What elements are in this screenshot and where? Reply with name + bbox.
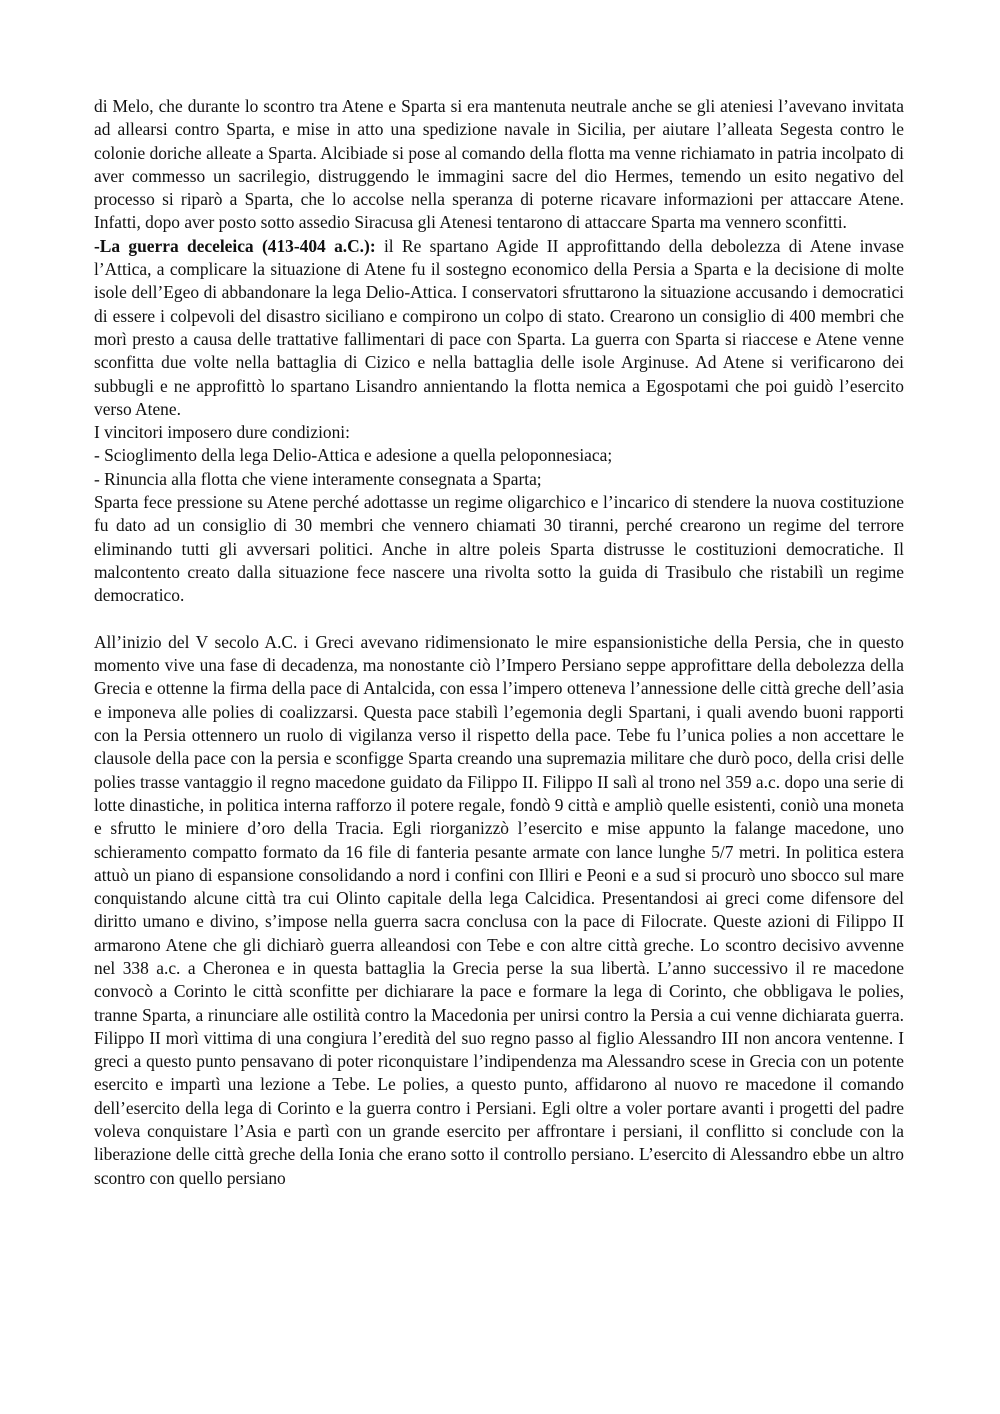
condition-item: - Scioglimento della lega Delio-Attica e adesione a quella peloponnesiaca; <box>94 445 613 466</box>
paragraph-spacer <box>94 608 904 631</box>
paragraph-deceleian-war <box>94 235 904 421</box>
paragraph-sicilian-expedition: di Melo, che durante lo scontro tra Atene e Sparta si era mantenuta neutrale anche se gli ateniesi l’avevano invitata ad allearsi contro Sparta, e mise in atto una spedizione navale in Sicilia, per aiutare l’alleata Segesta contro le colonie doriche alleate a Sparta. Alcibiade si pose al comando della flotta ma venne richiamato in patria incolpato di aver commesso un sacrilegio, distruggendo le immagini sacre del dio Hermes, temendo un esito negativo del processo si riparò a Sparta, che lo accolse nella speranza di poterne ricavare informazioni per attaccare Atene. Infatti, dopo aver posto sotto assedio Siracusa gli Atenesi tentarono di attaccare Sparta ma vennero sconfitti. <box>94 96 904 233</box>
paragraph-deceleian-war-body: il Re spartano Agide II approfittando della debolezza di Atene invase l’Attica, a complicare la situazione di Atene fu il sostegno economico della Persia a Sparta e la decisione di molte isole dell’Egeo di abbandonare la lega Delio-Attica. I conservatori sfruttarono la situazione accusando i democratici di essere i colpevoli del disastro siciliano e compirono un colpo di stato. Crearono un consiglio di 400 membri che morì presto a causa delle trattative fallimentari di pace con Sparta. La guerra con Sparta si riaccese e Atene venne sconfitta due volte nella battaglia di Cizico e nella battaglia delle isole Arginuse. Ad Atene si verificarono dei subbugli e ne approfittò lo spartano Lisandro annientando la flotta nemica a Egospotami che poi guidò l’esercito verso Atene. <box>94 235 905 419</box>
condition-item: - Rinuncia alla flotta che viene interamente consegnata a Sparta; <box>94 468 542 489</box>
document-page <box>94 95 904 1190</box>
paragraph-thirty-tyrants: Sparta fece pressione su Atene perché adottasse un regime oligarchico e l’incarico di stendere la nuova costituzione fu dato ad un consiglio di 30 membri che vennero chiamati 30 tiranni, perché crearono un regime del terrore eliminando tutti gli avversari politici. Anche in altre poleis Sparta distrusse le costituzioni democratiche. Il malcontento creato dalla situazione fece nascere una rivolta sotto la guida di Trasibulo che ristabilì un regime democratico. <box>94 492 904 606</box>
conditions-intro: I vincitori imposero dure condizioni: <box>94 422 350 443</box>
section-heading-deceleian-war: -La guerra deceleica (413-404 a.C.): <box>94 235 376 256</box>
paragraph-macedon-rise: All’inizio del V secolo A.C. i Greci avevano ridimensionato le mire espansionistiche della Persia, che in questo momento vive una fase di decadenza, ma nonostante ciò l’Impero Persiano seppe approfittare della debolezza della Grecia e ottenne la firma della pace di Antalcida, con essa l’impero otteneva l’annessione delle città greche dell’asia e imponeva alle polies di coalizzarsi. Questa pace stabilì l’egemonia degli Spartani, i quali avendo buoni rapporti con la Persia ottennero un ruolo di vigilanza verso il rispetto della pace. Tebe fu l’unica polies a non accettare le clausole della pace con la persia e sconfigge Sparta creando una supremazia militare che durò poco, della crisi delle polies trasse vantaggio il regno macedone guidato da Filippo II. Filippo II salì al trono nel 359 a.c. dopo una serie di lotte dinastiche, in politica interna rafforzo il potere regale, fondò 9 città e ampliò quelle esistenti, coniò una moneta e sfrutto le miniere d’oro della Tracia. Egli riorganizzò l’esercito e mise appunto la falange macedone, uno schieramento compatto formato da 16 file di fanteria pesante armate con lance lunghe 5/7 metri. In politica estera attuò un piano di espansione consolidando a nord i confini con Illiri e Peoni e a sud si procurò uno sbocco sul mare conquistando alcune città tra cui Olinto capitale della lega Calcidica. Presentandosi ai greci come difensore del diritto umano e divino, s’impose nella guerra sacra conclusa con la pace di Filocrate. Queste azioni di Filippo II armarono Atene che gli dichiarò guerra alleandosi con Tebe e con altre città greche. Lo scontro decisivo avvenne nel 338 a.c. a Cheronea e in questa battaglia la Grecia perse la sua libertà. L’anno successivo il re macedone convocò a Corinto le città sconfitte per dichiarare la pace e formare la lega di Corinto, che obbligava le polies, tranne Sparta, a rinunciare alle ostilità contro la Macedonia per unirsi contro la Persia a cui venne dichiarata guerra. Filippo II morì vittima di una congiura l’eredità del suo regno passo al figlio Alessandro III non ancora ventenne. I greci a questo punto pensavano di poter riconquistare l’indipendenza ma Alessandro scese in Grecia con un potente esercito e impartì una lezione a Tebe. Le polies, a questo punto, affidarono al nuovo re macedone il comando dell’esercito della lega di Corinto e la guerra contro i Persiani. Egli oltre a voler portare avanti i progetti del padre voleva conquistare l’Asia e partì con un grande esercito per affrontare i persiani, il conflitto si conclude con la liberazione delle città greche della Ionia che erano sotto il controllo persiano. L’esercito di Alessandro ebbe un altro scontro con quello persiano <box>94 631 904 1188</box>
